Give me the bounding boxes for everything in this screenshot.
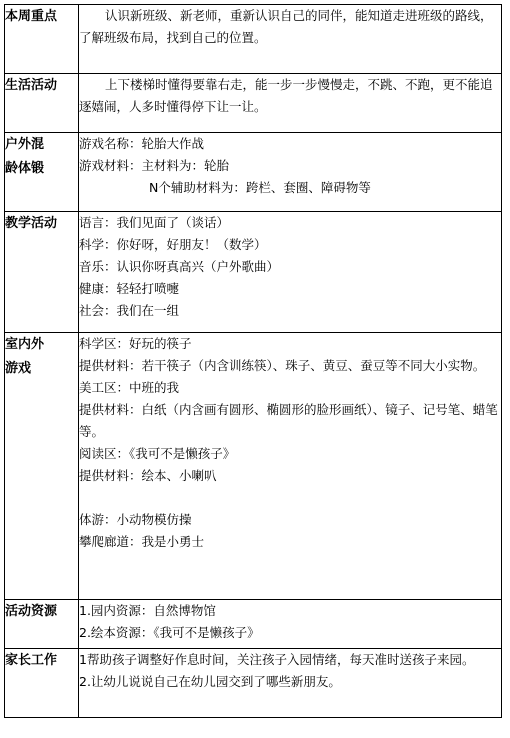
spacer <box>79 487 501 509</box>
content-line: 2.绘本资源：《我可不是懒孩子》 <box>79 625 260 640</box>
row-label: 教学活动 <box>5 212 79 333</box>
row-content <box>79 212 502 333</box>
content-line: N个辅助材料为：跨栏、套圈、障碍物等 <box>149 180 371 195</box>
content-line: 体游：小动物模仿操 <box>79 512 192 527</box>
row-label: 活动资源 <box>5 600 79 649</box>
row-label-line: 龄体锻 <box>5 161 45 176</box>
content-line: 音乐：认识你呀真高兴（户外歌曲） <box>79 259 280 274</box>
row-content <box>79 333 502 600</box>
row-label <box>5 133 79 212</box>
content-line: 游戏名称：轮胎大作战 <box>79 136 205 151</box>
content-line: 阅读区：《我可不是懒孩子》 <box>79 446 236 461</box>
content-line: 1帮助孩子调整好作息时间，关注孩子入园情绪，每天准时送孩子来园。 <box>79 652 475 667</box>
content-line: 提供材料：白纸（内含画有圆形、椭圆形的脸形画纸）、镜子、记号笔、蜡笔等。 <box>79 402 498 439</box>
row-content <box>79 133 502 212</box>
row-label: 家长工作 <box>5 649 79 718</box>
row-label: 生活活动 <box>5 74 79 133</box>
content-line: 1.园内资源：自然博物馆 <box>79 603 216 618</box>
content-line: 提供材料：绘本、小喇叭 <box>79 468 217 483</box>
content-line: 科学：你好呀，好朋友！（数学） <box>79 237 267 252</box>
row-indoor-outdoor-games <box>5 333 502 600</box>
content-line: 认识新班级、新老师，重新认识自己的同伴，能知道走进班级的路线，了解班级布局，找到自己的位置。 <box>79 8 493 45</box>
row-label-line: 户外混 <box>5 137 45 152</box>
content-line: 2.让幼儿说说自己在幼儿园交到了哪些新朋友。 <box>79 674 341 689</box>
row-content <box>79 600 502 649</box>
content-line: 提供材料：若干筷子（内含训练筷）、珠子、黄豆、蚕豆等不同大小实物。 <box>79 358 486 373</box>
weekly-plan-sheet <box>4 4 502 718</box>
row-label <box>5 333 79 600</box>
row-content <box>79 74 502 133</box>
weekly-plan-table <box>4 4 502 718</box>
row-content <box>79 649 502 718</box>
content-line: 游戏材料：主材料为：轮胎 <box>79 158 230 173</box>
row-outdoor-exercise <box>5 133 502 212</box>
content-line: 上下楼梯时懂得要靠右走，能一步一步慢慢走，不跳、不跑，更不能追逐嬉闹，人多时懂得停下让一让。 <box>79 77 493 114</box>
row-activity-resources <box>5 600 502 649</box>
content-line: 健康：轻轻打喷嚏 <box>79 281 180 296</box>
content-line: 社会：我们在一组 <box>79 303 180 318</box>
row-label-line: 室内外 <box>5 337 45 352</box>
content-line: 科学区：好玩的筷子 <box>79 336 192 351</box>
row-label: 本周重点 <box>5 5 79 74</box>
row-daily-activity <box>5 74 502 133</box>
row-content <box>79 5 502 74</box>
row-weekly-focus <box>5 5 502 74</box>
content-line: 美工区：中班的我 <box>79 380 180 395</box>
content-line: 攀爬廊道：我是小勇士 <box>79 534 205 549</box>
content-line: 语言：我们见面了（谈话） <box>79 215 230 230</box>
row-parent-work <box>5 649 502 718</box>
row-teaching-activity <box>5 212 502 333</box>
row-label-line: 游戏 <box>5 361 32 376</box>
